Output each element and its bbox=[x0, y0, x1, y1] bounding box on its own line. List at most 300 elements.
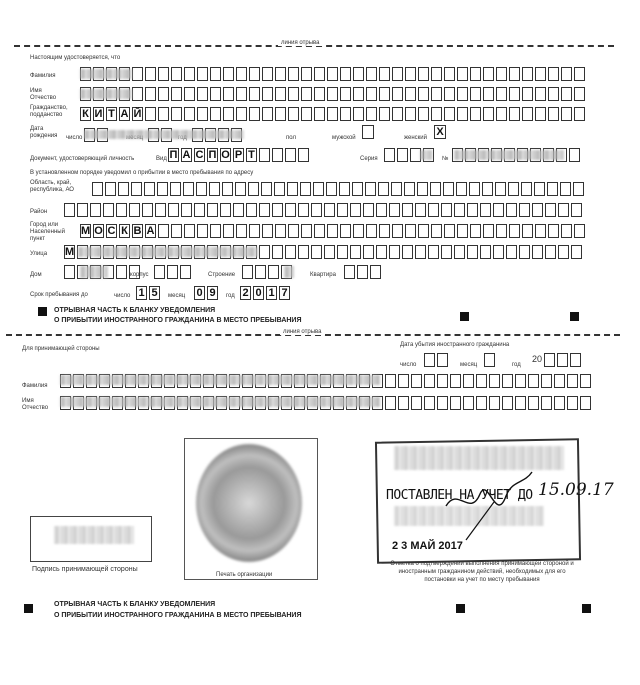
letter-box[interactable]: Т bbox=[246, 148, 257, 162]
letter-box[interactable] bbox=[158, 224, 169, 238]
letter-box[interactable] bbox=[131, 182, 142, 196]
letter-box[interactable] bbox=[528, 374, 539, 388]
letter-box[interactable] bbox=[424, 396, 435, 410]
letter-box[interactable] bbox=[353, 107, 364, 121]
letter-box[interactable] bbox=[574, 107, 585, 121]
letter-box[interactable] bbox=[573, 182, 584, 196]
letter-box[interactable]: 0 bbox=[253, 286, 264, 300]
letter-box[interactable] bbox=[262, 107, 273, 121]
letter-box[interactable] bbox=[430, 182, 441, 196]
letter-box[interactable] bbox=[392, 87, 403, 101]
letter-box[interactable] bbox=[236, 107, 247, 121]
letter-box[interactable] bbox=[402, 245, 413, 259]
letter-box[interactable] bbox=[398, 374, 409, 388]
letter-box[interactable] bbox=[235, 182, 246, 196]
letter-box[interactable] bbox=[236, 224, 247, 238]
letter-box[interactable] bbox=[158, 87, 169, 101]
letter-box[interactable] bbox=[515, 374, 526, 388]
letter-box[interactable] bbox=[154, 265, 165, 279]
letter-box[interactable] bbox=[544, 353, 555, 367]
letter-box[interactable] bbox=[535, 224, 546, 238]
letter-box[interactable] bbox=[483, 67, 494, 81]
letter-box[interactable] bbox=[180, 265, 191, 279]
letter-box[interactable] bbox=[437, 374, 448, 388]
letter-box[interactable]: 1 bbox=[266, 286, 277, 300]
stay-day-cells[interactable] bbox=[136, 286, 160, 300]
letter-box[interactable] bbox=[454, 203, 465, 217]
letter-box[interactable] bbox=[314, 87, 325, 101]
letter-box[interactable] bbox=[482, 182, 493, 196]
letter-box[interactable] bbox=[402, 203, 413, 217]
letter-box[interactable] bbox=[242, 265, 253, 279]
letter-box[interactable] bbox=[405, 224, 416, 238]
letter-box[interactable] bbox=[532, 203, 543, 217]
letter-box[interactable] bbox=[184, 107, 195, 121]
letter-box[interactable] bbox=[548, 67, 559, 81]
letter-box[interactable] bbox=[535, 87, 546, 101]
letter-box[interactable] bbox=[431, 224, 442, 238]
letter-box[interactable] bbox=[470, 224, 481, 238]
letter-box[interactable] bbox=[376, 203, 387, 217]
letter-box[interactable] bbox=[92, 182, 103, 196]
surname-cells[interactable] bbox=[80, 67, 585, 81]
letter-box[interactable]: А bbox=[182, 149, 191, 161]
letter-box[interactable] bbox=[337, 245, 348, 259]
letter-box[interactable] bbox=[301, 67, 312, 81]
letter-box[interactable] bbox=[207, 203, 218, 217]
letter-box[interactable] bbox=[557, 353, 568, 367]
letter-box[interactable] bbox=[522, 87, 533, 101]
letter-box[interactable] bbox=[571, 203, 582, 217]
letter-box[interactable] bbox=[415, 203, 426, 217]
letter-box[interactable] bbox=[298, 203, 309, 217]
letter-box[interactable] bbox=[417, 182, 428, 196]
letter-box[interactable] bbox=[170, 182, 181, 196]
letter-box[interactable] bbox=[444, 107, 455, 121]
letter-box[interactable] bbox=[285, 148, 296, 162]
letter-box[interactable]: Р bbox=[234, 149, 243, 161]
letter-box[interactable] bbox=[105, 182, 116, 196]
letter-box[interactable] bbox=[567, 396, 578, 410]
letter-box[interactable] bbox=[548, 224, 559, 238]
letter-box[interactable] bbox=[197, 67, 208, 81]
letter-box[interactable] bbox=[171, 67, 182, 81]
letter-box[interactable] bbox=[301, 107, 312, 121]
letter-box[interactable] bbox=[353, 67, 364, 81]
citizenship-cells[interactable] bbox=[80, 107, 585, 121]
letter-box[interactable] bbox=[545, 245, 556, 259]
letter-box[interactable] bbox=[463, 396, 474, 410]
letter-box[interactable] bbox=[272, 148, 283, 162]
letter-box[interactable] bbox=[535, 67, 546, 81]
letter-box[interactable] bbox=[144, 182, 155, 196]
letter-box[interactable] bbox=[365, 182, 376, 196]
letter-box[interactable] bbox=[515, 396, 526, 410]
letter-box[interactable] bbox=[366, 87, 377, 101]
letter-box[interactable] bbox=[103, 203, 114, 217]
letter-box[interactable] bbox=[483, 87, 494, 101]
letter-box[interactable] bbox=[437, 396, 448, 410]
letter-box[interactable] bbox=[197, 107, 208, 121]
letter-box[interactable] bbox=[444, 224, 455, 238]
letter-box[interactable] bbox=[181, 203, 192, 217]
letter-box[interactable] bbox=[493, 203, 504, 217]
letter-box[interactable] bbox=[196, 182, 207, 196]
letter-box[interactable] bbox=[418, 107, 429, 121]
letter-box[interactable] bbox=[184, 67, 195, 81]
letter-box[interactable] bbox=[378, 182, 389, 196]
letter-box[interactable] bbox=[534, 182, 545, 196]
letter-box[interactable] bbox=[249, 67, 260, 81]
letter-box[interactable] bbox=[570, 353, 581, 367]
letter-box[interactable]: В bbox=[133, 225, 142, 237]
letter-box[interactable]: П bbox=[208, 149, 217, 161]
letter-box[interactable] bbox=[272, 245, 283, 259]
letter-box[interactable]: 9 bbox=[207, 286, 218, 300]
letter-box[interactable] bbox=[541, 374, 552, 388]
letter-box[interactable] bbox=[535, 107, 546, 121]
letter-box[interactable] bbox=[480, 245, 491, 259]
letter-box[interactable] bbox=[158, 107, 169, 121]
letter-box[interactable] bbox=[509, 107, 520, 121]
letter-box[interactable] bbox=[259, 203, 270, 217]
letter-box[interactable] bbox=[418, 87, 429, 101]
letter-box[interactable] bbox=[470, 87, 481, 101]
letter-box[interactable] bbox=[469, 182, 480, 196]
letter-box[interactable] bbox=[560, 182, 571, 196]
letter-box[interactable] bbox=[389, 245, 400, 259]
letter-box[interactable] bbox=[350, 245, 361, 259]
letter-box[interactable] bbox=[428, 203, 439, 217]
letter-box[interactable] bbox=[142, 203, 153, 217]
letter-box[interactable] bbox=[314, 67, 325, 81]
letter-box[interactable] bbox=[385, 374, 396, 388]
letter-box[interactable] bbox=[327, 224, 338, 238]
letter-box[interactable] bbox=[340, 107, 351, 121]
letter-box[interactable] bbox=[298, 148, 309, 162]
letter-box[interactable] bbox=[502, 374, 513, 388]
letter-box[interactable] bbox=[210, 224, 221, 238]
letter-box[interactable] bbox=[366, 224, 377, 238]
letter-box[interactable] bbox=[311, 245, 322, 259]
letter-box[interactable] bbox=[495, 182, 506, 196]
letter-box[interactable] bbox=[454, 245, 465, 259]
letter-box[interactable] bbox=[561, 87, 572, 101]
letter-box[interactable] bbox=[285, 245, 296, 259]
letter-box[interactable] bbox=[352, 182, 363, 196]
letter-box[interactable] bbox=[64, 203, 75, 217]
letter-box[interactable] bbox=[145, 107, 156, 121]
letter-box[interactable] bbox=[274, 182, 285, 196]
letter-box[interactable] bbox=[476, 374, 487, 388]
letter-box[interactable] bbox=[506, 245, 517, 259]
letter-box[interactable] bbox=[275, 107, 286, 121]
letter-box[interactable] bbox=[155, 203, 166, 217]
letter-box[interactable] bbox=[210, 87, 221, 101]
letter-box[interactable] bbox=[223, 107, 234, 121]
letter-box[interactable] bbox=[285, 203, 296, 217]
letter-box[interactable] bbox=[476, 396, 487, 410]
letter-box[interactable] bbox=[275, 87, 286, 101]
letter-box[interactable]: О bbox=[221, 149, 230, 161]
letter-box[interactable] bbox=[418, 224, 429, 238]
stay-month-cells[interactable] bbox=[194, 286, 218, 300]
letter-box[interactable] bbox=[545, 203, 556, 217]
letter-box[interactable] bbox=[569, 148, 580, 162]
letter-box[interactable] bbox=[236, 67, 247, 81]
letter-box[interactable] bbox=[450, 374, 461, 388]
letter-box[interactable] bbox=[574, 67, 585, 81]
letter-box[interactable]: А bbox=[120, 108, 129, 120]
letter-box[interactable] bbox=[506, 203, 517, 217]
letter-box[interactable] bbox=[470, 107, 481, 121]
letter-box[interactable] bbox=[262, 224, 273, 238]
letter-box[interactable] bbox=[223, 224, 234, 238]
letter-box[interactable] bbox=[268, 265, 279, 279]
korpus-cells[interactable] bbox=[154, 265, 191, 279]
letter-box[interactable] bbox=[64, 265, 75, 279]
letter-box[interactable] bbox=[489, 374, 500, 388]
letter-box[interactable] bbox=[496, 87, 507, 101]
letter-box[interactable] bbox=[249, 87, 260, 101]
letter-box[interactable] bbox=[339, 182, 350, 196]
letter-box[interactable] bbox=[441, 203, 452, 217]
letter-box[interactable] bbox=[483, 224, 494, 238]
letter-box[interactable]: 5 bbox=[149, 286, 160, 300]
letter-box[interactable] bbox=[236, 87, 247, 101]
letter-box[interactable] bbox=[496, 224, 507, 238]
letter-box[interactable] bbox=[441, 245, 452, 259]
letter-box[interactable] bbox=[370, 265, 381, 279]
letter-box[interactable] bbox=[313, 182, 324, 196]
letter-box[interactable] bbox=[184, 87, 195, 101]
letter-box[interactable] bbox=[470, 67, 481, 81]
letter-box[interactable]: К bbox=[80, 107, 91, 121]
letter-box[interactable] bbox=[463, 374, 474, 388]
letter-box[interactable] bbox=[158, 67, 169, 81]
letter-box[interactable] bbox=[418, 67, 429, 81]
letter-box[interactable] bbox=[457, 87, 468, 101]
letter-box[interactable] bbox=[363, 203, 374, 217]
letter-box[interactable] bbox=[561, 67, 572, 81]
letter-box[interactable] bbox=[210, 107, 221, 121]
letter-box[interactable] bbox=[288, 224, 299, 238]
doc-type-cells[interactable] bbox=[168, 148, 309, 162]
letter-box[interactable] bbox=[428, 245, 439, 259]
letter-box[interactable]: С bbox=[107, 225, 116, 237]
letter-box[interactable] bbox=[326, 182, 337, 196]
letter-box[interactable]: Т bbox=[106, 107, 117, 121]
letter-box[interactable] bbox=[184, 224, 195, 238]
letter-box[interactable] bbox=[324, 245, 335, 259]
region-cells[interactable] bbox=[92, 182, 584, 196]
letter-box[interactable] bbox=[222, 182, 233, 196]
letter-box[interactable] bbox=[287, 182, 298, 196]
letter-box[interactable] bbox=[261, 182, 272, 196]
letter-box[interactable] bbox=[405, 67, 416, 81]
letter-box[interactable] bbox=[183, 182, 194, 196]
letter-box[interactable] bbox=[574, 87, 585, 101]
letter-box[interactable] bbox=[392, 224, 403, 238]
letter-box[interactable] bbox=[298, 245, 309, 259]
letter-box[interactable] bbox=[311, 203, 322, 217]
letter-box[interactable] bbox=[357, 265, 368, 279]
letter-box[interactable] bbox=[197, 224, 208, 238]
departure-year-cells[interactable] bbox=[544, 353, 581, 367]
letter-box[interactable] bbox=[379, 67, 390, 81]
letter-box[interactable] bbox=[262, 67, 273, 81]
letter-box[interactable] bbox=[145, 87, 156, 101]
letter-box[interactable] bbox=[90, 203, 101, 217]
letter-box[interactable] bbox=[532, 245, 543, 259]
letter-box[interactable] bbox=[301, 87, 312, 101]
letter-box[interactable] bbox=[171, 87, 182, 101]
letter-box[interactable] bbox=[508, 182, 519, 196]
letter-box[interactable] bbox=[392, 67, 403, 81]
letter-box[interactable] bbox=[167, 265, 178, 279]
letter-box[interactable] bbox=[411, 396, 422, 410]
letter-box[interactable] bbox=[194, 203, 205, 217]
letter-box[interactable] bbox=[366, 67, 377, 81]
letter-box[interactable] bbox=[554, 374, 565, 388]
letter-box[interactable] bbox=[391, 182, 402, 196]
letter-box[interactable] bbox=[220, 203, 231, 217]
letter-box[interactable] bbox=[340, 224, 351, 238]
letter-box[interactable] bbox=[397, 148, 408, 162]
letter-box[interactable] bbox=[571, 245, 582, 259]
letter-box[interactable] bbox=[502, 396, 513, 410]
letter-box[interactable] bbox=[327, 87, 338, 101]
letter-box[interactable] bbox=[489, 396, 500, 410]
letter-box[interactable] bbox=[275, 67, 286, 81]
letter-box[interactable] bbox=[437, 353, 448, 367]
letter-box[interactable]: Й bbox=[133, 108, 142, 120]
letter-box[interactable] bbox=[467, 245, 478, 259]
letter-box[interactable] bbox=[145, 67, 156, 81]
letter-box[interactable] bbox=[496, 67, 507, 81]
letter-box[interactable] bbox=[379, 107, 390, 121]
letter-box[interactable]: К bbox=[119, 224, 130, 238]
letter-box[interactable] bbox=[340, 87, 351, 101]
letter-box[interactable] bbox=[405, 87, 416, 101]
letter-box[interactable] bbox=[567, 374, 578, 388]
letter-box[interactable] bbox=[424, 353, 435, 367]
letter-box[interactable] bbox=[389, 203, 400, 217]
letter-box[interactable] bbox=[209, 182, 220, 196]
letter-box[interactable] bbox=[171, 107, 182, 121]
letter-box[interactable] bbox=[574, 224, 585, 238]
apartment-cells[interactable] bbox=[344, 265, 381, 279]
letter-box[interactable] bbox=[324, 203, 335, 217]
letter-box[interactable]: 2 bbox=[240, 286, 251, 300]
letter-box[interactable]: И bbox=[94, 108, 103, 120]
departure-day-cells[interactable] bbox=[424, 353, 448, 367]
letter-box[interactable] bbox=[350, 203, 361, 217]
letter-box[interactable] bbox=[424, 374, 435, 388]
letter-box[interactable] bbox=[314, 107, 325, 121]
letter-box[interactable] bbox=[301, 224, 312, 238]
letter-box[interactable]: О bbox=[94, 225, 103, 237]
letter-box[interactable] bbox=[288, 107, 299, 121]
letter-box[interactable] bbox=[327, 107, 338, 121]
letter-box[interactable] bbox=[171, 224, 182, 238]
letter-box[interactable] bbox=[444, 67, 455, 81]
letter-box[interactable] bbox=[327, 67, 338, 81]
letter-box[interactable] bbox=[249, 224, 260, 238]
letter-box[interactable] bbox=[132, 87, 143, 101]
letter-box[interactable] bbox=[484, 353, 495, 367]
letter-box[interactable] bbox=[398, 396, 409, 410]
letter-box[interactable] bbox=[233, 203, 244, 217]
letter-box[interactable] bbox=[337, 203, 348, 217]
letter-box[interactable] bbox=[363, 245, 374, 259]
letter-box[interactable] bbox=[259, 245, 270, 259]
letter-box[interactable] bbox=[272, 203, 283, 217]
letter-box[interactable] bbox=[249, 107, 260, 121]
letter-box[interactable] bbox=[521, 182, 532, 196]
letter-box[interactable] bbox=[483, 107, 494, 121]
letter-box[interactable] bbox=[246, 203, 257, 217]
letter-box[interactable] bbox=[116, 203, 127, 217]
letter-box[interactable] bbox=[344, 265, 355, 279]
letter-box[interactable] bbox=[541, 396, 552, 410]
letter-box[interactable] bbox=[275, 224, 286, 238]
letter-box[interactable] bbox=[431, 107, 442, 121]
name-cells[interactable] bbox=[80, 87, 585, 101]
letter-box[interactable] bbox=[480, 203, 491, 217]
letter-box[interactable] bbox=[509, 67, 520, 81]
letter-box[interactable] bbox=[223, 87, 234, 101]
letter-box[interactable] bbox=[384, 148, 395, 162]
letter-box[interactable] bbox=[404, 182, 415, 196]
letter-box[interactable] bbox=[444, 87, 455, 101]
letter-box[interactable] bbox=[431, 67, 442, 81]
letter-box[interactable] bbox=[300, 182, 311, 196]
letter-box[interactable] bbox=[431, 87, 442, 101]
district-cells[interactable] bbox=[64, 203, 582, 217]
letter-box[interactable] bbox=[116, 265, 127, 279]
departure-month-cells[interactable] bbox=[484, 353, 495, 367]
letter-box[interactable] bbox=[561, 224, 572, 238]
letter-box[interactable] bbox=[255, 265, 266, 279]
letter-box[interactable] bbox=[288, 67, 299, 81]
letter-box[interactable] bbox=[519, 245, 530, 259]
letter-box[interactable] bbox=[457, 224, 468, 238]
letter-box[interactable] bbox=[522, 67, 533, 81]
letter-box[interactable] bbox=[548, 87, 559, 101]
letter-box[interactable] bbox=[548, 107, 559, 121]
letter-box[interactable] bbox=[248, 182, 259, 196]
letter-box[interactable] bbox=[547, 182, 558, 196]
letter-box[interactable] bbox=[415, 245, 426, 259]
letter-box[interactable] bbox=[457, 67, 468, 81]
letter-box[interactable] bbox=[314, 224, 325, 238]
letter-box[interactable] bbox=[561, 107, 572, 121]
letter-box[interactable] bbox=[522, 224, 533, 238]
female-checkbox[interactable]: Х bbox=[434, 125, 446, 139]
letter-box[interactable] bbox=[77, 203, 88, 217]
letter-box[interactable] bbox=[467, 203, 478, 217]
letter-box[interactable] bbox=[405, 107, 416, 121]
letter-box[interactable] bbox=[376, 245, 387, 259]
letter-box[interactable] bbox=[197, 87, 208, 101]
letter-box[interactable]: 1 bbox=[136, 286, 147, 300]
letter-box[interactable] bbox=[288, 87, 299, 101]
letter-box[interactable] bbox=[493, 245, 504, 259]
letter-box[interactable] bbox=[558, 245, 569, 259]
letter-box[interactable] bbox=[353, 224, 364, 238]
letter-box[interactable] bbox=[379, 224, 390, 238]
